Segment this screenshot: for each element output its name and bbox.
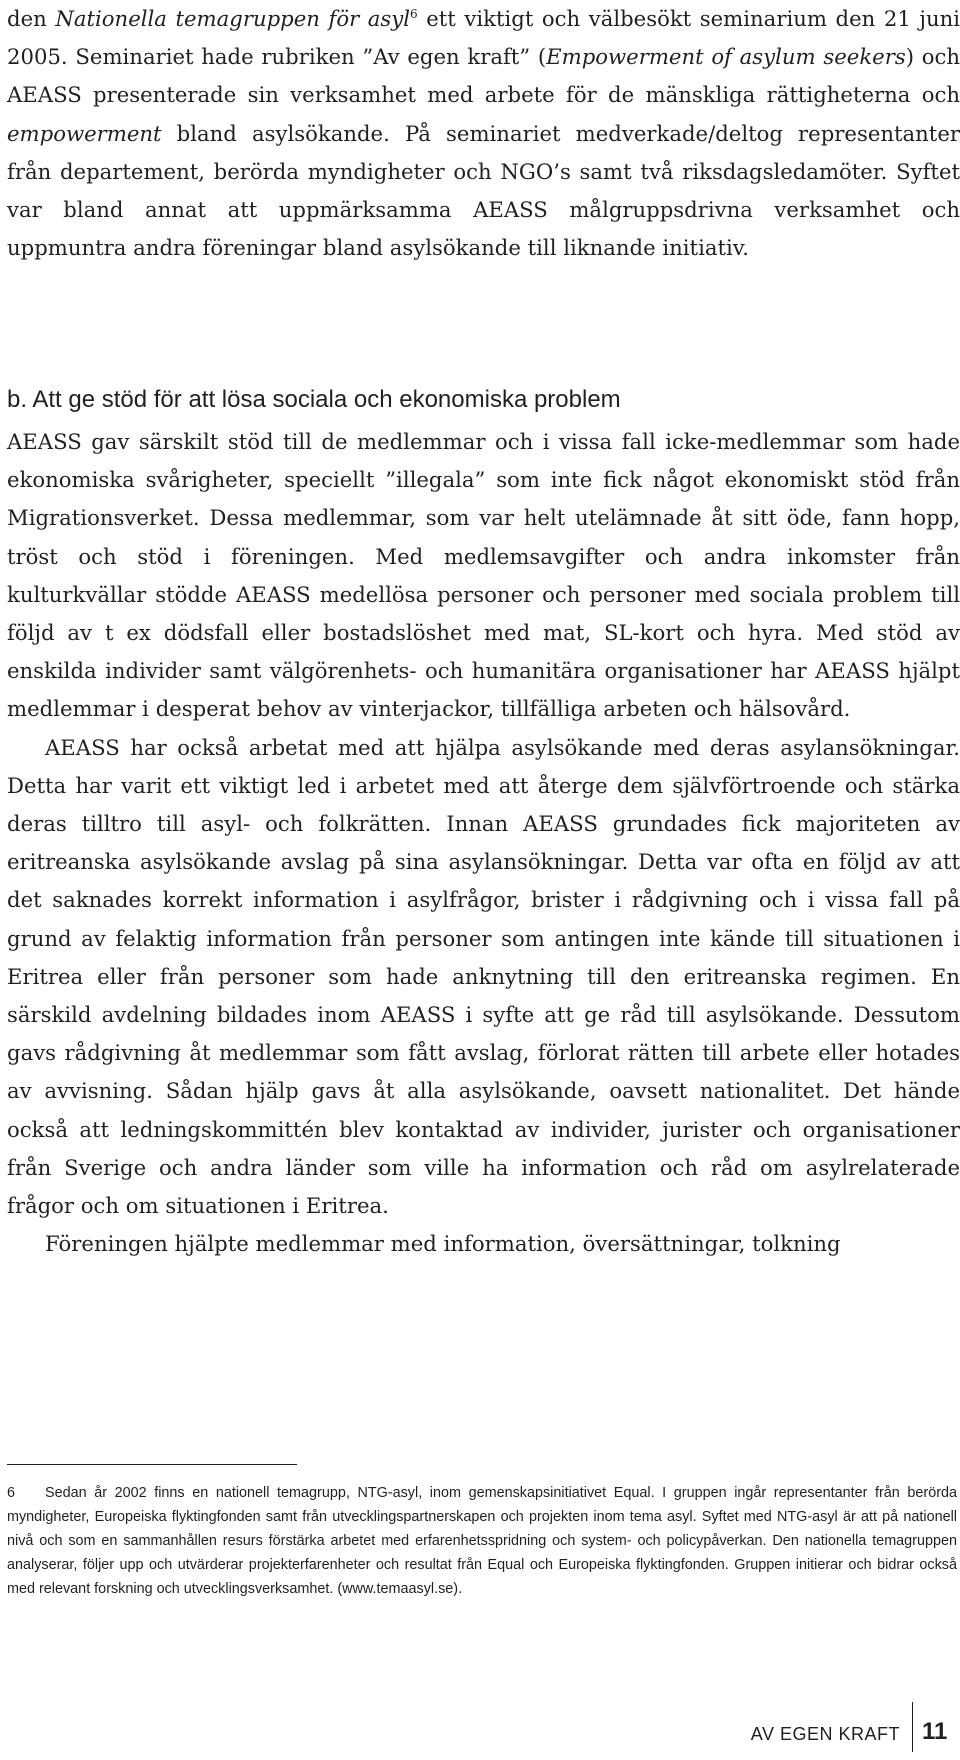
footnote	[7, 1481, 957, 1601]
section-body	[7, 423, 960, 1263]
intro-text-aeass: ) och AEASS presenterade sin verksamhet med arbete för de mänskliga rättigheterna och	[7, 44, 960, 108]
section-paragraph-1: AEASS gav särskilt stöd till de medlemmar och i vissa fall icke-medlemmar som hade ekonomiska svårigheter, speciellt ”illegala” som inte fick något ekonomiskt stöd från Migrationsverket. Dessa medlemmar, som var helt utelämnade åt sitt öde, fann hopp, tröst och stöd i föreningen. Med medlemsavgifter och andra inkomster från kulturkvällar stödde AEASS medellösa personer och personer med sociala problem till följd av t ex dödsfall eller bostadslöshet med mat, SL-kort och hyra. Med stöd av enskilda individer samt välgörenhets- och humanitära organisationer har AEASS hjälpt medlemmar i desperat behov av vinterjackor, tillfälliga arbeten och hälsovård.	[7, 429, 960, 722]
intro-text-start: den	[7, 6, 56, 31]
intro-paragraph	[7, 0, 960, 267]
intro-text-seminar: ett viktigt och välbesökt seminarium den 21 juni 2005. Seminariet hade rubriken ”Av egen kraft” (	[7, 6, 960, 70]
footnote-reference[interactable]: 6	[410, 6, 418, 21]
intro-emphasis-empowerment: Empowerment of asylum seekers	[546, 44, 906, 70]
footer-divider	[912, 1702, 913, 1752]
footnote-text: Sedan år 2002 finns en nationell temagrupp, NTG-asyl, inom gemenskapsinitiativet Equal. I gruppen ingår representanter från berörda myndigheter, Europeiska flyktingfonden samt från utvecklingspartnerskapen och projekten inom tema asyl. Syftet med NTG-asyl är att på nationell nivå och som en sammanhållen resurs förstärka arbetet med erfarenhetsspridning och system- och policypåverkan. Den nationella temagruppen analyserar, följer upp och utvärderar projekterfarenheter och resultat från Equal och Europeiska flyktingfonden. Gruppen initierar och bidrar också med relevant forskning och utvecklingsverksamhet. (www.temaasyl.se).	[7, 1485, 957, 1597]
section-paragraph-2: AEASS har också arbetat med att hjälpa asylsökande med deras asylansökningar. Detta har varit ett viktigt led i arbetet med att återge dem självförtroende och stärka deras tilltro till asyl- och folkrätten. Innan AEASS grundades fick majoriteten av eritreanska asylsökande avslag på sina asylansökningar. Detta var ofta en följd av att det saknades korrekt information i asylfrågor, brister i rådgivning och i vissa fall på grund av felaktig information från personer som antingen inte kände till situationen i Eritrea eller från personer som hade anknytning till den eritreanska regimen. En särskild avdelning bildades inom AEASS i syfte att ge råd till asylsökande. Dessutom gavs rådgivning åt medlemmar som fått avslag, förlorat rätten till arbete eller hotades av avvisning. Sådan hjälp gavs åt alla asylsökande, oavsett nationalitet. Det hände också att ledningskommittén blev kontaktad av individer, jurister och organisationer från Sverige och andra länder som ville ha information och råd om asylrelaterade frågor och om situationen i Eritrea.	[7, 734, 960, 1219]
footnote-number: 6	[7, 1485, 16, 1501]
section-paragraph-3: Föreningen hjälpte medlemmar med information, översättningar, tolkning	[45, 1231, 841, 1257]
intro-emphasis-temagruppen: Nationella temagruppen för asyl	[55, 6, 411, 31]
intro-text-end: bland asylsökande. På seminariet medverkade/deltog representanter från departement, berörda myndigheter och NGO’s samt två riksdagsledamöter. Syftet var bland annat att uppmärksamma AEASS målgruppsdrivna verksamhet och uppmuntra andra föreningar bland asylsökande till liknande initiativ.	[7, 120, 960, 261]
section-heading: b. Att ge stöd för att lösa sociala och ekonomiska problem	[7, 386, 621, 413]
intro-emphasis-empowerment-2: empowerment	[7, 120, 162, 146]
running-footer-title: AV EGEN KRAFT	[750, 1724, 900, 1744]
footnote-divider	[7, 1464, 297, 1465]
page-number: 11	[922, 1718, 948, 1745]
